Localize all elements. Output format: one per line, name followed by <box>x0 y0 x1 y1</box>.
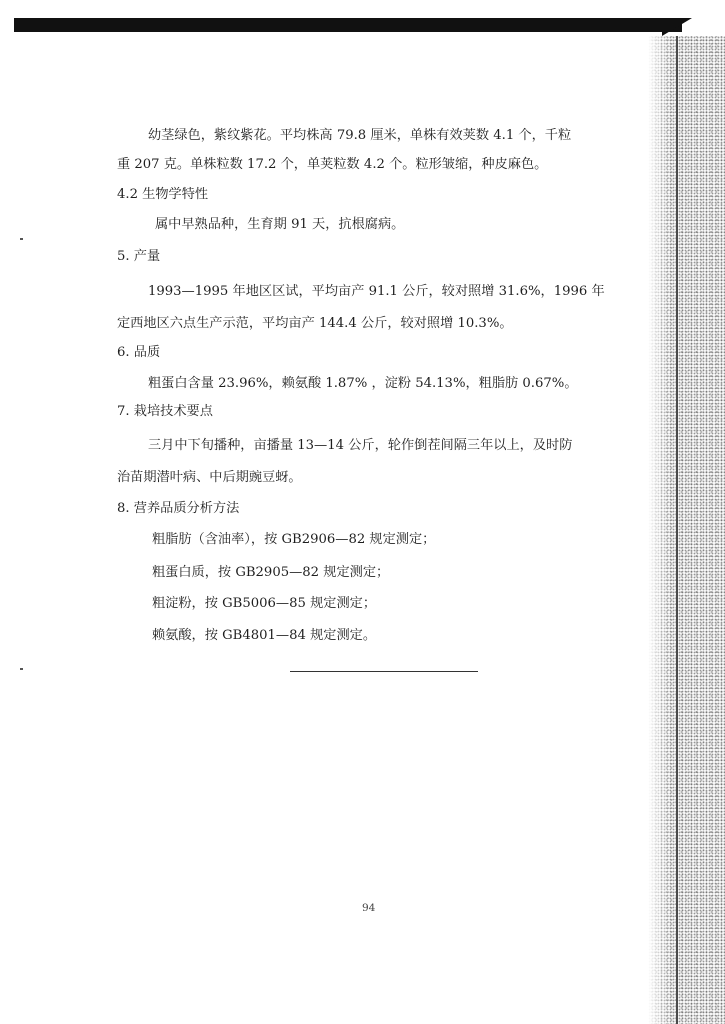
method-line: 粗脂肪（含油率），按 GB2906—82 规定测定； <box>152 532 436 547</box>
scan-top-bar <box>14 18 682 32</box>
margin-mark <box>20 238 23 240</box>
paragraph-line: 1993—1995 年地区区试，平均亩产 91.1 公斤，较对照增 31.6%，1996 年 <box>148 284 605 299</box>
page-number: 94 <box>362 902 376 914</box>
method-line: 粗淀粉，按 GB5006—85 规定测定； <box>152 596 377 611</box>
section-heading-8: 8. 营养品质分析方法 <box>117 501 240 516</box>
margin-mark <box>20 668 23 670</box>
paragraph-line: 定西地区六点生产示范，平均亩产 144.4 公斤，较对照增 10.3%。 <box>117 316 513 331</box>
scan-page-edge-shadow <box>648 36 725 1024</box>
scan-spine-line <box>676 36 678 1024</box>
section-heading-5: 5. 产量 <box>117 249 161 264</box>
method-line: 赖氨酸，按 GB4801—84 规定测定。 <box>152 628 377 643</box>
section-heading-6: 6. 品质 <box>117 345 161 360</box>
paragraph-line: 重 207 克。单株粒数 17.2 个，单荚粒数 4.2 个。粒形皱缩，种皮麻色。 <box>117 157 548 172</box>
section-heading-7: 7. 栽培技术要点 <box>117 404 213 419</box>
paragraph-line: 幼茎绿色，紫纹紫花。平均株高 79.8 厘米，单株有效荚数 4.1 个，千粒 <box>148 128 572 143</box>
end-rule <box>290 671 478 672</box>
paragraph-line: 粗蛋白含量 23.96%，赖氨酸 1.87% ，淀粉 54.13%，粗脂肪 0.67%。 <box>148 376 578 391</box>
paragraph-line: 属中早熟品种，生育期 91 天，抗根腐病。 <box>155 217 405 232</box>
scan-top-bar-corner <box>662 18 692 36</box>
method-line: 粗蛋白质，按 GB2905—82 规定测定； <box>152 565 390 580</box>
paragraph-line: 三月中下旬播种，亩播量 13—14 公斤，轮作倒茬间隔三年以上，及时防 <box>148 438 573 453</box>
section-heading-4-2: 4.2 生物学特性 <box>117 187 209 202</box>
paragraph-line: 治苗期潜叶病、中后期豌豆蚜。 <box>117 470 302 485</box>
